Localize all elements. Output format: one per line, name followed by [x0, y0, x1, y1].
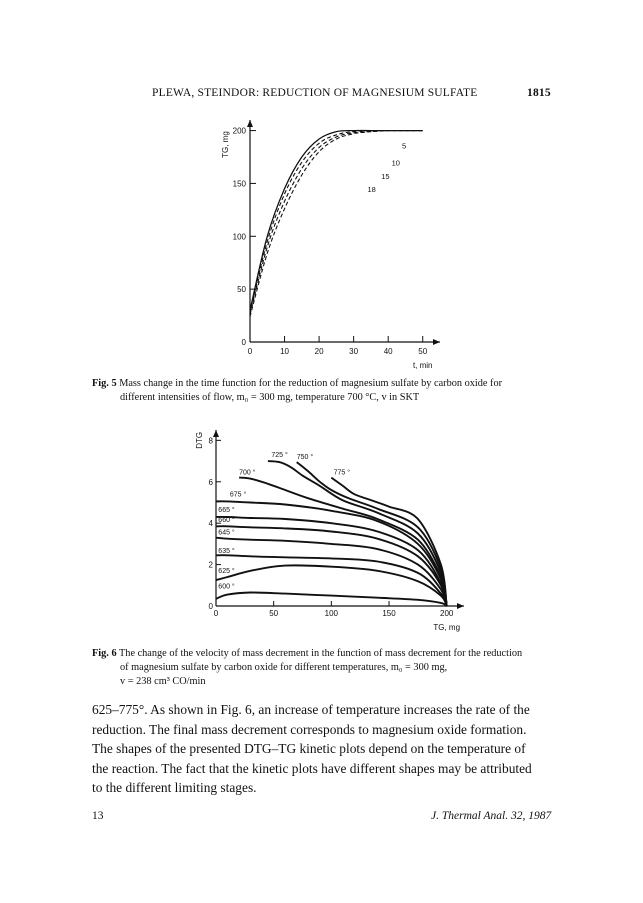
y-tick-label: 150: [232, 179, 246, 189]
x-tick-label: 150: [382, 609, 396, 618]
fig5-caption-line2: different intensities of flow, m₀ = 300 mg, temperature 700 °C, v in SKT: [120, 392, 420, 403]
body-line: to the different limiting stages.: [92, 780, 257, 795]
series-label-675: 675 °: [229, 491, 247, 499]
y-tick-label: 50: [237, 285, 246, 295]
body-paragraph: [92, 700, 532, 798]
series-label-10: 10: [391, 158, 400, 168]
y-tick-label: 0: [208, 602, 213, 611]
x-axis-label: t, min: [412, 361, 433, 370]
series-line-725: [268, 461, 447, 606]
fig6-chart: [190, 420, 490, 640]
y-tick-label: 4: [208, 519, 213, 529]
y-tick-label: 200: [232, 126, 246, 136]
series-label-645: 645 °: [218, 529, 235, 537]
y-axis-label: TG, mg: [221, 131, 230, 158]
x-tick-label: 30: [349, 347, 359, 356]
body-line: the reaction. The fact that the kinetic plots have different shapes may be attributed: [92, 760, 532, 776]
fig6-caption: [92, 647, 572, 661]
series-label-5: 5: [402, 141, 407, 151]
running-title: PLEWA, STEINDOR: REDUCTION OF MAGNESIUM SULFATE: [152, 87, 478, 99]
series-label-665: 665 °: [218, 506, 235, 514]
fig6-caption-line3: v = 238 cm³ CO/min: [120, 676, 206, 687]
x-tick-label: 40: [383, 347, 393, 356]
series-label-700: 700 °: [239, 469, 256, 477]
x-tick-label: 10: [280, 347, 289, 356]
fig6-caption-line2: of magnesium sulfate by carbon oxide for different temperatures, m₀ = 300 mg,: [120, 662, 448, 673]
x-tick-label: 0: [213, 609, 219, 618]
fig5-caption-label: Fig. 5: [92, 378, 117, 389]
x-tick-label: 200: [440, 609, 454, 618]
series-label-750: 750 °: [296, 453, 314, 461]
series-label-635: 635 °: [218, 548, 235, 556]
x-tick-label: 20: [314, 347, 324, 356]
fig5-caption-text: Mass change in the time function for the reduction of magnesium sulfate by carbon oxide for: [119, 378, 503, 389]
y-tick-label: 6: [208, 477, 213, 487]
series-line-635: [216, 555, 447, 606]
page-number: 1815: [527, 87, 551, 99]
series-label-660: 660 °: [218, 517, 235, 525]
fig6-caption-label: Fig. 6: [92, 648, 117, 659]
fig5-chart: [190, 100, 460, 380]
x-tick-label: 100: [324, 609, 339, 618]
body-line: The shapes of the presented DTG–TG kinetic plots depend on the temperature of: [92, 741, 526, 756]
x-tick-label: 0: [247, 347, 253, 356]
y-tick-label: 100: [232, 232, 246, 242]
series-label-725: 725 °: [271, 451, 288, 459]
series-label-625: 625 °: [218, 567, 235, 575]
y-axis-label: DTG: [195, 431, 204, 449]
body-line: 625–775°. As shown in Fig. 6, an increase of temperature increases the rate of the: [92, 702, 530, 717]
x-axis-arrow: [433, 339, 440, 345]
series-label-15: 15: [381, 172, 390, 182]
y-tick-label: 0: [241, 338, 246, 347]
x-axis-arrow: [457, 603, 464, 609]
footer-journal: J. Thermal Anal. 32, 1987: [431, 810, 552, 822]
x-axis-label: TG, mg: [433, 623, 461, 632]
series-label-600: 600 °: [218, 583, 235, 591]
y-axis-arrow: [213, 430, 219, 437]
series-label-18: 18: [367, 184, 376, 194]
fig6-caption-text: The change of the velocity of mass decrement in the function of mass decrement for the reduction: [119, 648, 523, 659]
y-tick-label: 2: [208, 560, 213, 570]
series-label-775: 775 °: [333, 469, 351, 477]
x-tick-label: 50: [269, 609, 279, 618]
footer-page-number: 13: [92, 810, 104, 822]
body-line: reduction. The final mass decrement corresponds to magnesium oxide formation.: [92, 721, 527, 737]
x-tick-label: 50: [418, 347, 428, 356]
y-axis-arrow: [247, 120, 253, 127]
fig5-caption: [92, 377, 562, 391]
y-tick-label: 8: [208, 436, 213, 446]
